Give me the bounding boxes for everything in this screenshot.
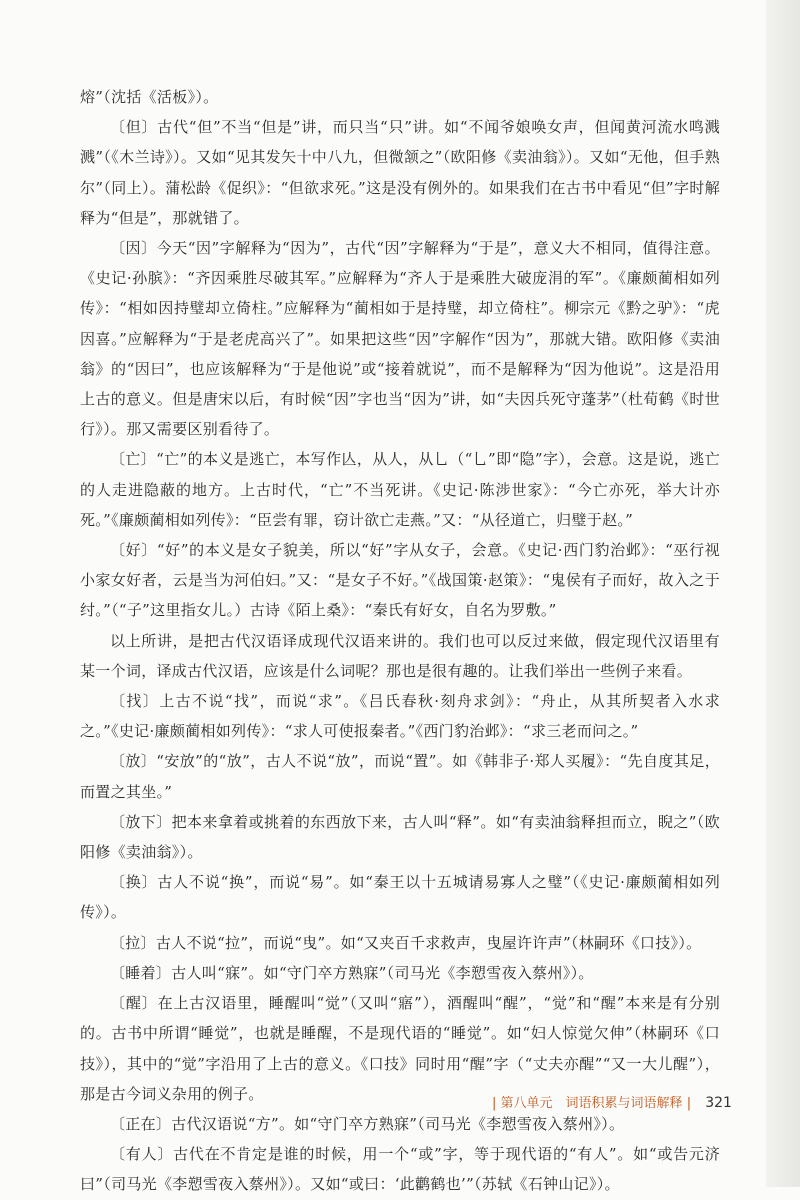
footer-divider: | — [686, 1096, 692, 1111]
paragraph-fangxia: 〔放下〕把本来拿着或挑着的东西放下来，古人叫“释”。如“有卖油翁释担而立，睨之”（欧阳修《卖油翁》）。 — [80, 812, 720, 862]
paragraph-yin: 〔因〕今天“因”字解释为“因为”，古代“因”字解释为“于是”，意义大不相同，值得注意。《史记·孙膑》：“齐因乘胜尽破其军。”应解释为“齐人于是乘胜大破庞涓的军”。《廉颇蔺相如列传》：“相如因持璧却立倚柱。”应解释为“蔺相如于是持璧，却立倚柱”。柳宗元《黔之驴》：“虎因喜。”应解释为“于是老虎高兴了”。如果把这些“因”字解作“因为”，那就大错。欧阳修《卖油翁》的“因曰”，也应该解释为“于是他说”或“接着就说”，而不是解释为“因为他说”。这是沿用上古的意义。但是唐宋以后，有时候“因”字也当“因为”讲，如“夫因兵死守蓬茅”（杜荀鹤《时世行》）。那又需要区别看待了。 — [80, 239, 720, 439]
paragraph-continuation: 熔”（沈括《活板》）。 — [80, 88, 219, 106]
paragraph-zhao: 〔找〕上古不说“找”，而说“求”。《吕氏春秋·刻舟求剑》：“舟止，从其所契者入水求之。”《史记·廉颇蔺相如列传》：“求人可使报秦者。”《西门豹治邺》：“求三老而问之。” — [80, 692, 720, 741]
page-footer — [492, 1092, 732, 1111]
paragraph-huan: 〔换〕古人不说“换”，而说“易”。如“秦王以十五城请易寡人之璧”（《史记·廉颇蔺相如列传》）。 — [80, 873, 720, 922]
paragraph-shuizhao: 〔睡着〕古人叫“寐”。如“守门卒方熟寐”（司马光《李愬雪夜入蔡州》）。 — [110, 963, 594, 982]
paragraph-zhengzai: 〔正在〕古代汉语说“方”。如“守门卒方熟寐”（司马光《李愬雪夜入蔡州》）。 — [110, 1114, 625, 1133]
page-body — [80, 82, 720, 1200]
page-number: 321 — [705, 1095, 732, 1111]
paragraph-fang: 〔放〕“安放”的“放”，古人不说“放”，而说“置”。如《韩非子·郑人买履》：“先自度其足，而置之其坐。” — [80, 752, 720, 801]
paragraph-reverse-intro: 以上所讲，是把古代汉语译成现代汉语来讲的。我们也可以反过来做，假定现代汉语里有某一个词，译成古代汉语，应该是什么词呢？那也是很有趣的。让我们举出一些例子来看。 — [80, 631, 720, 680]
paragraph-wang: 〔亡〕“亡”的本义是逃亡，本写作亾，从人，从乚（“乚”即“隐”字），会意。这是说，逃亡的人走进隐蔽的地方。上古时代，“亡”不当死讲。《史记·陈涉世家》：“今亡亦死，举大计亦死。”《廉颇蔺相如列传》：“臣尝有罪，窃计欲亡走燕。”又：“从径道亡，归璧于赵。” — [80, 450, 720, 529]
paragraph-youren: 〔有人〕古代在不肯定是谁的时候，用一个“或”字，等于现代语的“有人”。如“或告元济曰”（司马光《李愬雪夜入蔡州》）。又如“或曰：‘此鹳鹤也’”（苏轼《石钟山记》）。 — [80, 1145, 720, 1194]
paragraph-xing: 〔醒〕在上古汉语里，睡醒叫“觉”（又叫“寤”），酒醒叫“醒”，“觉”和“醒”本来是有分别的。古书中所谓“睡觉”，也就是睡醒，不是现代语的“睡觉”。如“妇人惊觉欠伸”（林嗣环《口技》），其中的“觉”字沿用了上古的意义。《口技》同时用“醒”字（“丈夫亦醒”“又一大儿醒”），那是古今词义杂用的例子。 — [80, 994, 720, 1103]
paragraph-dan: 〔但〕古代“但”不当“但是”讲，而只当“只”讲。如“不闻爷娘唤女声，但闻黄河流水鸣溅溅”（《木兰诗》）。又如“见其发矢十中八九，但微颔之”（欧阳修《卖油翁》）。又如“无他，但手熟尔”（同上）。蒲松龄《促织》：“但欲求死。”这是没有例外的。如果我们在古书中看见“但”字时解释为“但是”，那就错了。 — [80, 118, 720, 227]
paragraph-hao: 〔好〕“好”的本义是女子貌美，所以“好”字从女子，会意。《史记·西门豹治邺》：“巫行视小家女好者，云是当为河伯妇。”又：“是女子不好。”《战国策·赵策》：“鬼侯有子而好，故入之于纣。”（“子”这里指女儿。）古诗《陌上桑》：“秦氏有好女，自名为罗敷。” — [80, 541, 720, 620]
paragraph-la: 〔拉〕古人不说“拉”，而说“曳”。如“又夹百千求救声，曳屋许许声”（林嗣环《口技》）。 — [110, 933, 702, 952]
footer-divider: | — [492, 1096, 497, 1111]
page-gutter-shadow — [766, 0, 800, 1187]
footer-unit-label: 第八单元 词语积累与词语解释 — [500, 1096, 683, 1111]
